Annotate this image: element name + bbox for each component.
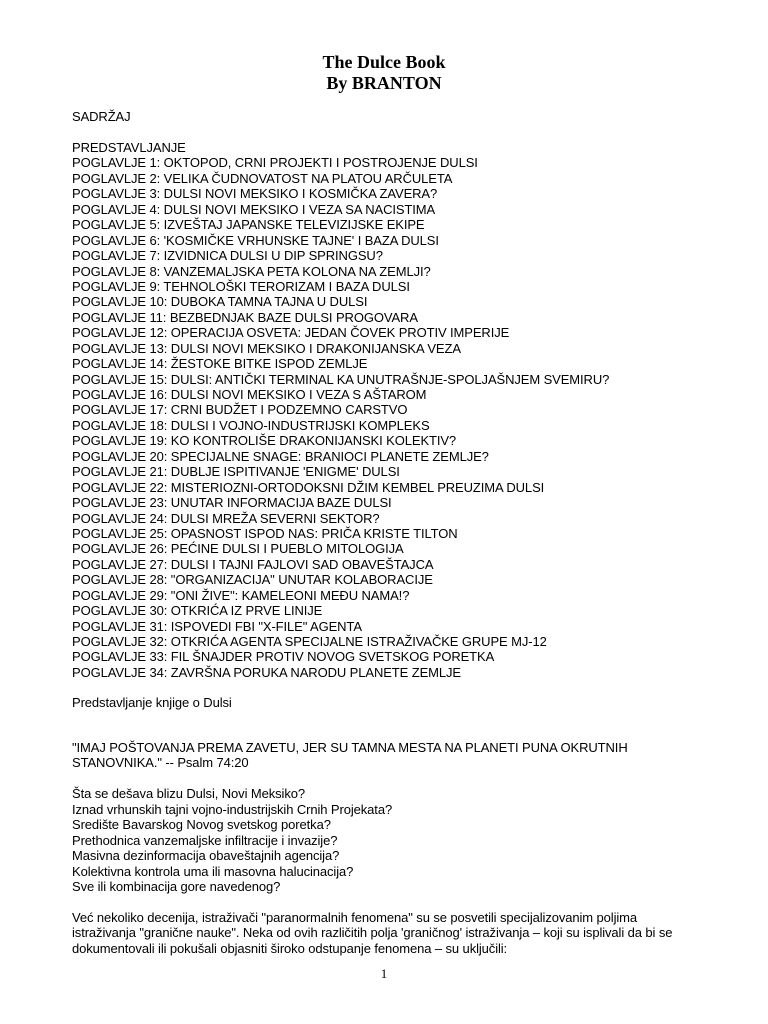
question-line: Prethodnica vanzemaljske infiltracije i invazije? — [72, 832, 338, 848]
epigraph-quote: "IMAJ POŠTOVANJA PREMA ZAVETU, JER SU TAMNA MESTA NA PLANETI PUNA OKRUTNIH STANOVNIKA." -- Psalm 74:20 — [72, 740, 628, 771]
toc-item: POGLAVLJE 9: TEHNOLOŠKI TERORIZAM I BAZA DULSI — [72, 278, 410, 294]
toc-item: POGLAVLJE 31: ISPOVEDI FBI "X-FILE" AGENTA — [72, 618, 362, 634]
document-title: The Dulce Book — [322, 52, 446, 72]
toc-item: POGLAVLJE 8: VANZEMALJSKA PETA KOLONA NA ZEMLJI? — [72, 263, 431, 279]
toc-item: POGLAVLJE 4: DULSI NOVI MEKSIKO I VEZA SA NACISTIMA — [72, 201, 436, 217]
toc-item: POGLAVLJE 28: "ORGANIZACIJA" UNUTAR KOLABORACIJE — [72, 572, 433, 588]
toc-item: POGLAVLJE 15: DULSI: ANTIČKI TERMINAL KA UNUTRAŠNJE-SPOLJAŠNJEM SVEMIRU? — [72, 371, 610, 387]
toc-item: POGLAVLJE 25: OPASNOST ISPOD NAS: PRIČA KRISTE TILTON — [72, 525, 458, 541]
toc-item: POGLAVLJE 27: DULSI I TAJNI FAJLOVI SAD OBAVEŠTAJCA — [72, 556, 434, 572]
intro-heading: Predstavljanje knjige o Dulsi — [72, 695, 232, 710]
toc-item: POGLAVLJE 22: MISTERIOZNI-ORTODOKSNI DŽIM KEMBEL PREUZIMA DULSI — [72, 479, 545, 495]
toc-item: POGLAVLJE 26: PEĆINE DULSI I PUEBLO MITOLOGIJA — [72, 541, 404, 557]
toc-item: POGLAVLJE 24: DULSI MREŽA SEVERNI SEKTOR? — [72, 510, 380, 526]
toc-item: POGLAVLJE 18: DULSI I VOJNO-INDUSTRIJSKI KOMPLEKS — [72, 417, 430, 433]
toc-item: POGLAVLJE 2: VELIKA ČUDNOVATOST NA PLATOU ARČULETA — [72, 170, 453, 186]
toc-item: POGLAVLJE 21: DUBLJE ISPITIVANJE 'ENIGME' DULSI — [72, 464, 400, 480]
toc-item: POGLAVLJE 34: ZAVRŠNA PORUKA NARODU PLANETE ZEMLJE — [72, 664, 461, 680]
toc-item: POGLAVLJE 16: DULSI NOVI MEKSIKO I VEZA S AŠTAROM — [72, 387, 427, 402]
toc-item: POGLAVLJE 19: KO KONTROLIŠE DRAKONIJANSKI KOLEKTIV? — [72, 433, 457, 449]
table-of-contents — [72, 140, 609, 680]
contents-heading: SADRŽAJ — [72, 109, 131, 124]
toc-item: POGLAVLJE 7: IZVIDNICA DULSI U DIP SPRINGSU? — [72, 248, 383, 264]
toc-item: POGLAVLJE 32: OTKRIĆA AGENTA SPECIJALNE ISTRAŽIVAČKE GRUPE MJ-12 — [72, 634, 547, 649]
toc-item: POGLAVLJE 6: 'KOSMIČKE VRHUNSKE TAJNE' I BAZA DULSI — [72, 232, 439, 248]
toc-item: POGLAVLJE 23: UNUTAR INFORMACIJA BAZE DULSI — [72, 495, 392, 511]
toc-item: POGLAVLJE 14: ŽESTOKE BITKE ISPOD ZEMLJE — [72, 356, 368, 372]
toc-item: POGLAVLJE 33: FIL ŠNAJDER PROTIV NOVOG SVETSKOG PORETKA — [72, 649, 495, 665]
toc-item: POGLAVLJE 17: CRNI BUDŽET I PODZEMNO CARSTVO — [72, 402, 408, 418]
toc-item: POGLAVLJE 10: DUBOKA TAMNA TAJNA U DULSI — [72, 294, 368, 310]
toc-item: POGLAVLJE 5: IZVEŠTAJ JAPANSKE TELEVIZIJSKE EKIPE — [72, 217, 425, 233]
intro-paragraph: Već nekoliko decenija, istraživači "paranormalnih fenomena" su se posvetili specijalizovanim poljima istraživanja "granične nauke". Neka od ovih različitih polja 'graničnog' istraživanja – koji su isplivali da bi se dokumentovali ili pokušali objasniti široko odstupanje fenomena – su uključili: — [72, 910, 673, 956]
page-number: 1 — [380, 966, 388, 981]
question-line: Središte Bavarskog Novog svetskog poretka? — [72, 817, 331, 832]
toc-item: POGLAVLJE 3: DULSI NOVI MEKSIKO I KOSMIČKA ZAVERA? — [72, 186, 438, 202]
toc-item: POGLAVLJE 1: OKTOPOD, CRNI PROJEKTI I POSTROJENJE DULSI — [72, 155, 478, 171]
question-line: Masivna dezinformacija obaveštajnih agencija? — [72, 848, 340, 863]
question-line: Sve ili kombinacija gore navedenog? — [72, 879, 281, 894]
document-author: By BRANTON — [326, 73, 442, 93]
title-block — [0, 52, 768, 94]
toc-item: PREDSTAVLJANJE — [72, 140, 186, 155]
toc-item: POGLAVLJE 20: SPECIJALNE SNAGE: BRANIOCI PLANETE ZEMLJE? — [72, 448, 489, 464]
toc-item: POGLAVLJE 11: BEZBEDNJAK BAZE DULSI PROGOVARA — [72, 309, 418, 325]
toc-item: POGLAVLJE 29: "ONI ŽIVE": KAMELEONI MEĐU NAMA!? — [72, 587, 410, 603]
question-line: Iznad vrhunskih tajni vojno-industrijskih Crnih Projekata? — [72, 801, 393, 817]
question-line: Kolektivna kontrola uma ili masovna halucinacija? — [72, 863, 354, 879]
toc-item: POGLAVLJE 12: OPERACIJA OSVETA: JEDAN ČOVEK PROTIV IMPERIJE — [72, 325, 510, 341]
toc-item: POGLAVLJE 30: OTKRIĆA IZ PRVE LINIJE — [72, 603, 323, 619]
question-list — [72, 786, 392, 895]
toc-item: POGLAVLJE 13: DULSI NOVI MEKSIKO I DRAKONIJANSKA VEZA — [72, 340, 461, 356]
question-line: Šta se dešava blizu Dulsi, Novi Meksiko? — [72, 786, 305, 801]
